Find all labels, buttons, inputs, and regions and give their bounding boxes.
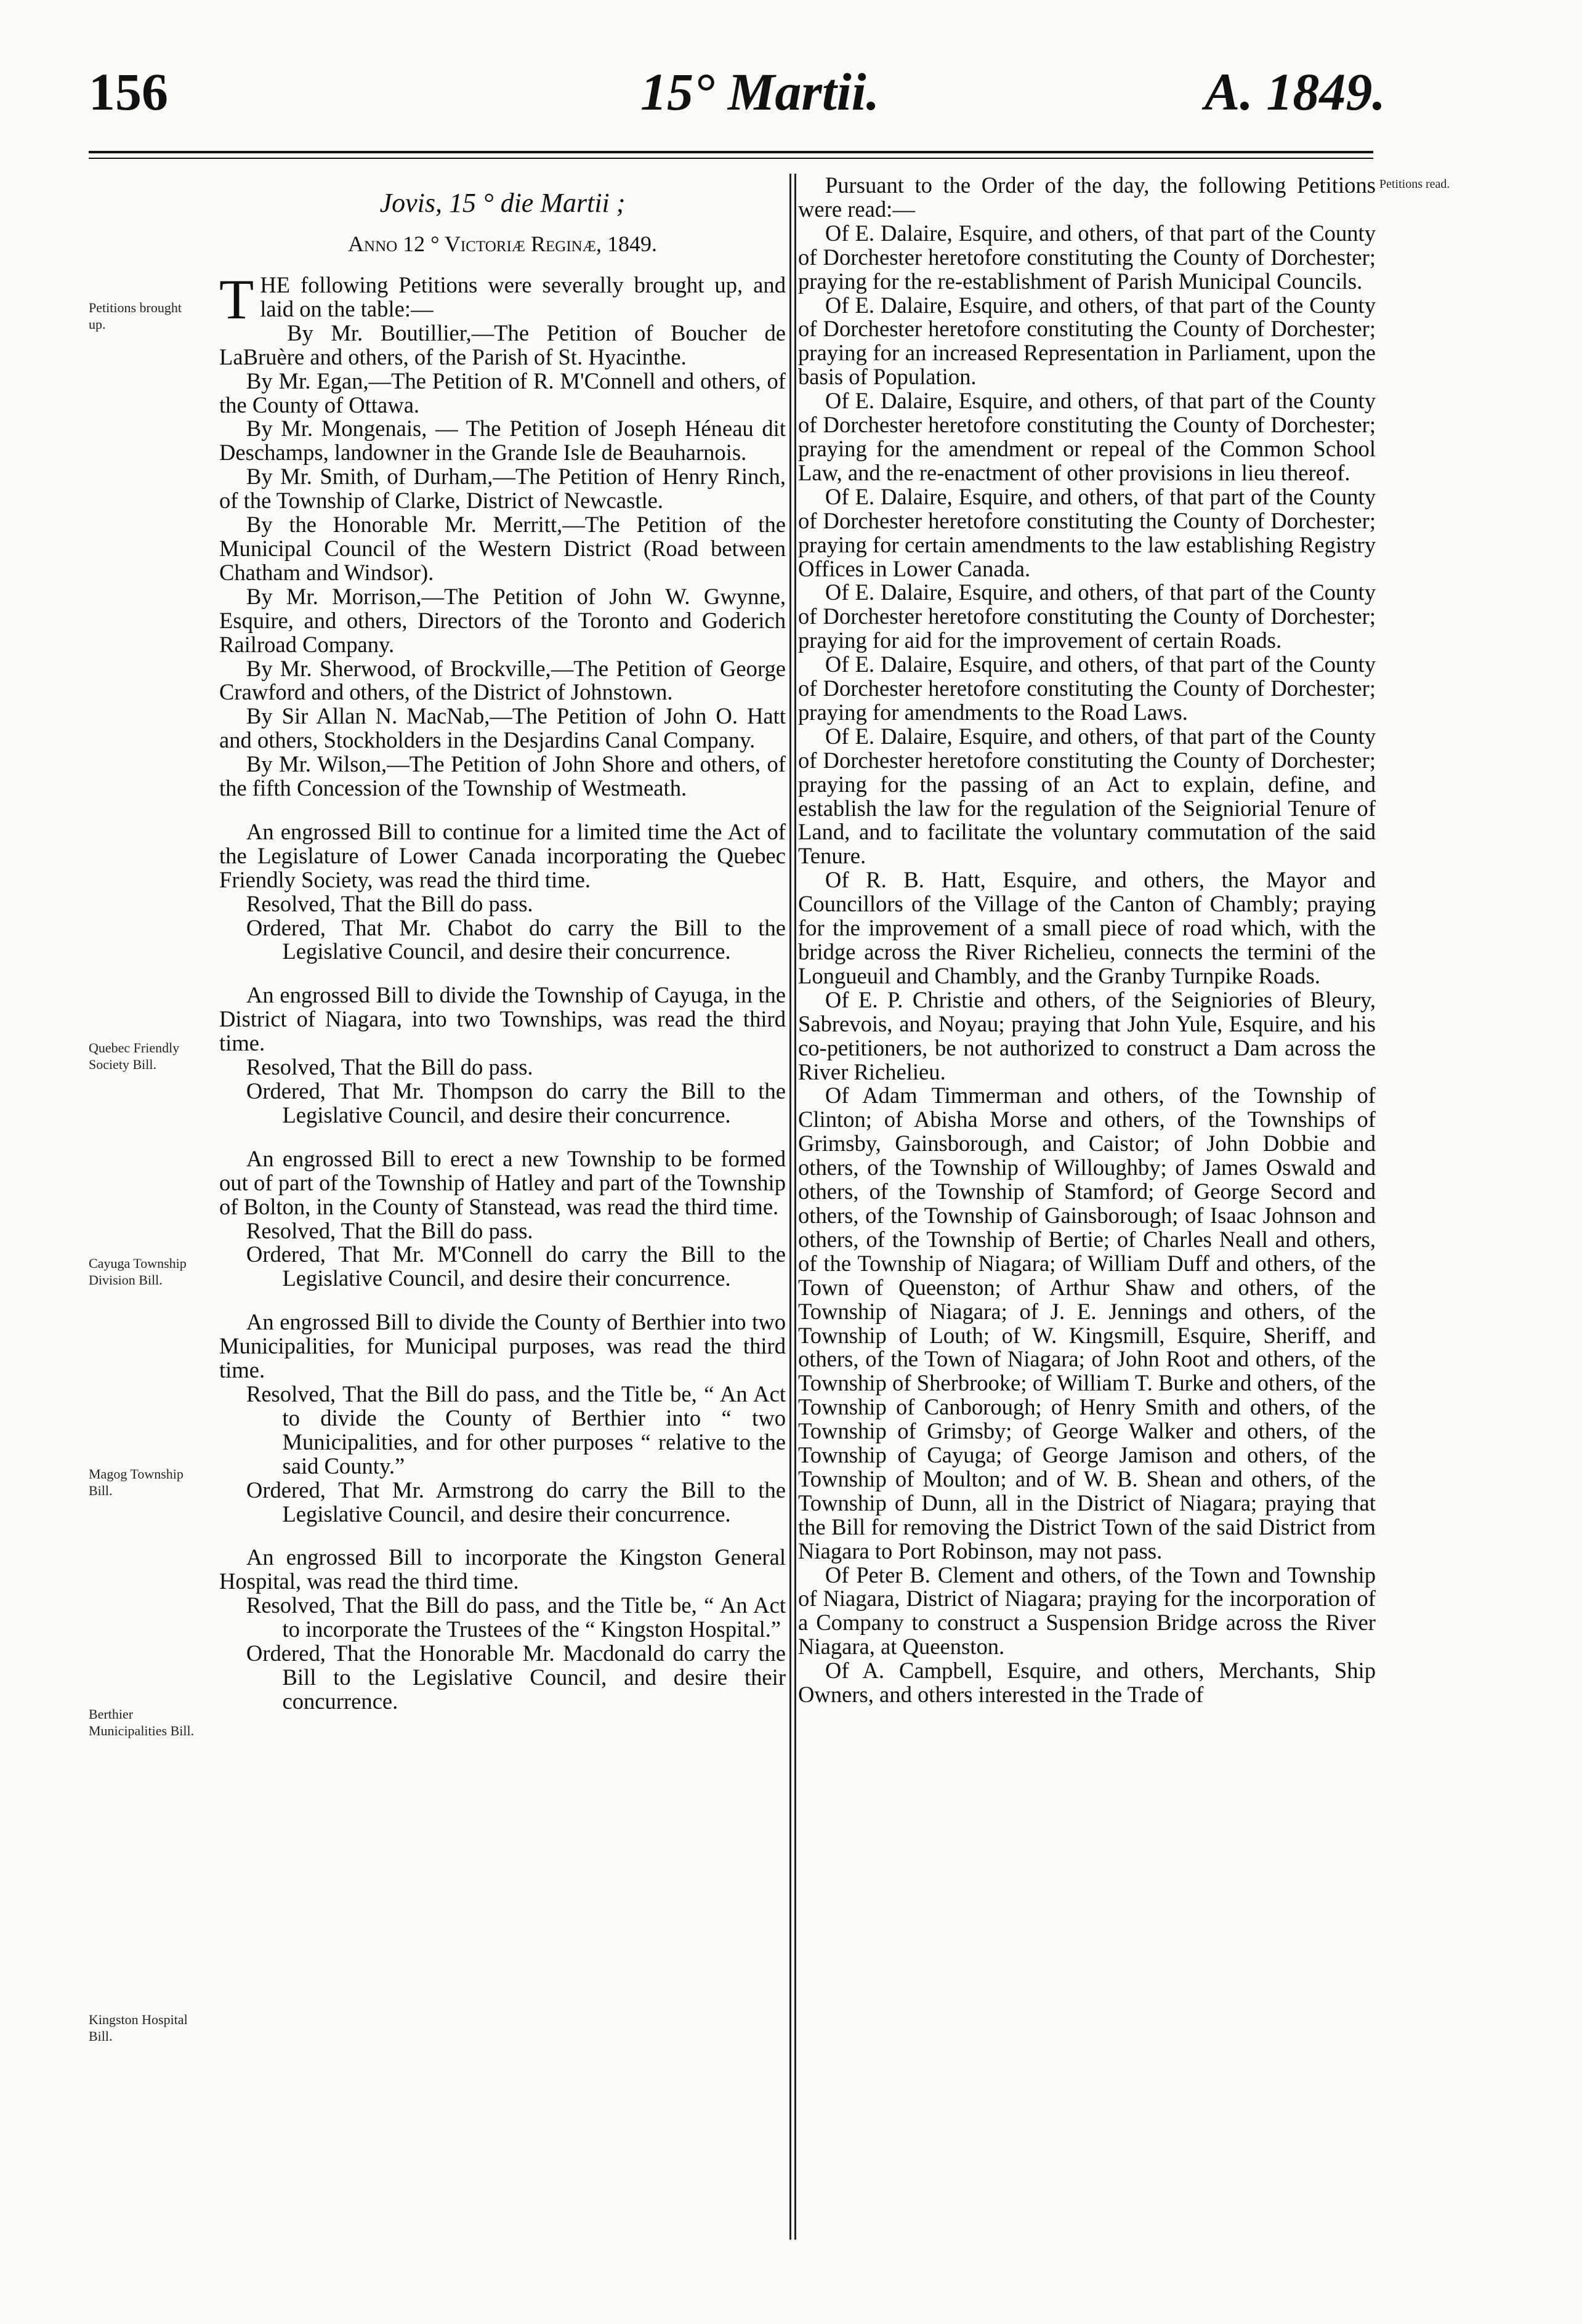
petition-item: By Mr. Egan,—The Petition of R. M'Connell and others, of the County of Ottawa. bbox=[219, 368, 786, 418]
margin-note-magog: Magog Township Bill. bbox=[89, 1466, 184, 1498]
petition-read: Of R. B. Hatt, Esquire, and others, the Mayor and Councillors of the Village of the Canton of Chambly; praying for the improvement of a small piece of road which, with the bridge across the River Richelieu, connects the termini of the Longueuil and Chambly, and the Granby Turnpike Roads. bbox=[798, 867, 1376, 988]
petitions-intro: THE following Petitions were severally brought up, and laid on the table:— bbox=[219, 268, 786, 331]
left-column bbox=[219, 174, 786, 1714]
petition-read: Of E. Dalaire, Esquire, and others, of that part of the County of Dorchester heretofore constituting the County of Dorchester; praying for amendments to the Road Laws. bbox=[798, 652, 1376, 725]
column-separator-left bbox=[789, 174, 791, 2240]
petition-item: By Mr. Morrison,—The Petition of John W. Gwynne, Esquire, and others, Directors of the Toronto and Goderich Railroad Company. bbox=[219, 583, 786, 657]
margin-note-kingston: Kingston Hospital Bill. bbox=[89, 2012, 188, 2044]
petition-read: Of Adam Timmerman and others, of the Township of Clinton; of Abisha Morse and others, of the Townships of Grimsby, Gainsborough, and Caistor; of John Dobbie and others, of the Township of Willoughby; of James Oswald and others, of the Township of Stamford; of George Secord and others, of the Township of Gainsborough; of Isaac Johnson and others, of the Township of Bertie; of Charles Neall and others, of the Township of Niagara; of William Duff and others, of the Town of Queenston; of Arthur Shaw and others, of the Township of Niagara; of J. E. Jennings and others, of the Township of Louth; of W. Kingsmill, Esquire, Sheriff, and others, of the Town of Niagara; of John Root and others, of the Township of Sherbrooke; of William T. Burke and others, of the Township of Canborough; of Henry Smith and others, of the Township of Grimsby; of George Walker and others, of the Township of Cayuga; of George Jamison and others, of the Township of Moulton; and of W. B. Shean and others, of the Township of Dunn, all in the District of Niagara; praying that the Bill for removing the District Town of the said District from Niagara to Port Robinson, may not pass. bbox=[798, 1083, 1376, 1563]
petition-read: Of E. P. Christie and others, of the Seigniories of Bleury, Sabrevois, and Noyau; praying that John Yule, Esquire, and his co-petitioners, be not authorized to construct a Dam across the River Richelieu. bbox=[798, 986, 1376, 1084]
bill-order: Ordered, That Mr. M'Connell do carry the Bill to the Legislative Council, and desire their concurrence. bbox=[246, 1241, 786, 1291]
petition-item: By Mr. Wilson,—The Petition of John Shore and others, of the fifth Concession of the Township of Westmeath. bbox=[219, 751, 786, 801]
petition-item: By Sir Allan N. MacNab,—The Petition of John O. Hatt and others, Stockholders in the Desjardins Canal Company. bbox=[219, 703, 786, 753]
bill-resolution: Resolved, That the Bill do pass. bbox=[246, 1054, 533, 1080]
petition-item: By the Honorable Mr. Merritt,—The Petition of the Municipal Council of the Western District (Road between Chatham and Windsor). bbox=[219, 512, 786, 585]
margin-note-berthier: Berthier Municipalities Bill. bbox=[89, 1706, 195, 1738]
petition-item: By Mr. Smith, of Durham,—The Petition of Henry Rinch, of the Township of Clarke, District of Newcastle. bbox=[219, 464, 786, 514]
margin-note-quebec-friendly: Quebec Friendly Society Bill. bbox=[89, 1040, 180, 1072]
bill-entry: An engrossed Bill to divide the County of Berthier into two Municipalities, for Municipal purposes, was read the third time. bbox=[219, 1309, 786, 1383]
petition-read: Of E. Dalaire, Esquire, and others, of that part of the County of Dorchester heretofore constituting the County of Dorchester; praying for an increased Representation in Parliament, upon the basis of Population. bbox=[798, 292, 1376, 390]
margin-note-cayuga: Cayuga Township Division Bill. bbox=[89, 1256, 187, 1288]
bill-order: Ordered, That the Honorable Mr. Macdonald do carry the Bill to the Legislative Council, and desire their concurrence. bbox=[246, 1640, 786, 1714]
petition-read: Of E. Dalaire, Esquire, and others, of that part of the County of Dorchester heretofore constituting the County of Dorchester; praying for aid for the improvement of certain Roads. bbox=[798, 579, 1376, 653]
petition-read: Of E. Dalaire, Esquire, and others, of that part of the County of Dorchester heretofore constituting the County of Dorchester; praying for the passing of an Act to explain, define, and establish the law for the regulation of the Seigniorial Tenure of Land, and to facilitate the voluntary commutation of the said Tenure. bbox=[798, 723, 1376, 869]
running-year: A. 1849. bbox=[1205, 62, 1386, 121]
running-date: 15° Martii. bbox=[640, 62, 880, 121]
bill-resolution: Resolved, That the Bill do pass. bbox=[246, 890, 533, 916]
header-rule-thick bbox=[89, 151, 1373, 153]
bill-order: Ordered, That Mr. Chabot do carry the Bill to the Legislative Council, and desire their concurrence. bbox=[246, 914, 786, 964]
petition-read: Of Peter B. Clement and others, of the Town and Township of Niagara, District of Niagara; praying for the incorporation of a Company to construct a Suspension Bridge across the River Niagara, at Queenston. bbox=[798, 1562, 1376, 1660]
bill-order: Ordered, That Mr. Thompson do carry the Bill to the Legislative Council, and desire their concurrence. bbox=[246, 1078, 786, 1128]
margin-note-petitions-brought-up: Petitions brought up. bbox=[89, 300, 182, 332]
margin-note-petitions-read: Petitions read. bbox=[1379, 177, 1450, 191]
bill-entry: An engrossed Bill to incorporate the Kingston General Hospital, was read the third time. bbox=[219, 1544, 786, 1594]
bill-resolution: Resolved, That the Bill do pass, and the Title be, “ An Act to divide the County of Berthier into “ two Municipalities, and for other purposes “ relative to the said County.” bbox=[246, 1381, 786, 1479]
petition-read: Of A. Campbell, Esquire, and others, Merchants, Ship Owners, and others interested in the Trade of bbox=[798, 1658, 1376, 1708]
order-of-day: Pursuant to the Order of the day, the following Petitions were read:— bbox=[798, 172, 1376, 222]
bill-resolution: Resolved, That the Bill do pass, and the Title be, “ An Act to incorporate the Trustees of the “ Kingston Hospital.” bbox=[246, 1592, 786, 1642]
bill-entry: An engrossed Bill to erect a new Township to be formed out of part of the Township of Hatley and part of the Township of Bolton, in the County of Stanstead, was read the third time. bbox=[219, 1145, 786, 1219]
bill-resolution: Resolved, That the Bill do pass. bbox=[246, 1217, 533, 1243]
petition-item: By Mr. Sherwood, of Brockville,—The Petition of George Crawford and others, of the District of Johnstown. bbox=[219, 655, 786, 705]
petition-read: Of E. Dalaire, Esquire, and others, of that part of the County of Dorchester heretofore constituting the County of Dorchester; praying for the amendment or repeal of the Common School Law, and the re-enactment of other provisions in lieu thereof. bbox=[798, 388, 1376, 485]
page-number: 156 bbox=[89, 62, 168, 121]
header-rule-thin bbox=[89, 158, 1373, 159]
bill-order: Ordered, That Mr. Armstrong do carry the Bill to the Legislative Council, and desire their concurrence. bbox=[246, 1477, 786, 1527]
right-column bbox=[798, 174, 1376, 1707]
bill-entry: An engrossed Bill to divide the Township of Cayuga, in the District of Niagara, into two Townships, was read the third time. bbox=[219, 982, 786, 1056]
petition-read: Of E. Dalaire, Esquire, and others, of that part of the County of Dorchester heretofore constituting the County of Dorchester; praying for certain amendments to the law establishing Registry Offices in Lower Canada. bbox=[798, 483, 1376, 581]
column-separator-right bbox=[794, 174, 796, 2240]
petition-item: By Mr. Boutillier,—The Petition of Boucher de LaBruère and others, of the Parish of St. Hyacinthe. bbox=[219, 320, 786, 369]
drop-cap: T bbox=[219, 268, 254, 331]
sitting-title: Jovis, 15 ° die Martii ; bbox=[379, 188, 626, 218]
bill-entry: An engrossed Bill to continue for a limited time the Act of the Legislature of Lower Canada incorporating the Quebec Friendly Society, was read the third time. bbox=[219, 818, 786, 892]
petition-item: By Mr. Mongenais, — The Petition of Joseph Héneau dit Deschamps, landowner in the Grande Isle de Beauharnois. bbox=[219, 416, 786, 466]
regnal-year: Anno 12 ° Victoriæ Reginæ, 1849. bbox=[348, 232, 657, 256]
petition-read: Of E. Dalaire, Esquire, and others, of that part of the County of Dorchester heretofore constituting the County of Dorchester; praying for the re-establishment of Parish Municipal Councils. bbox=[798, 220, 1376, 294]
